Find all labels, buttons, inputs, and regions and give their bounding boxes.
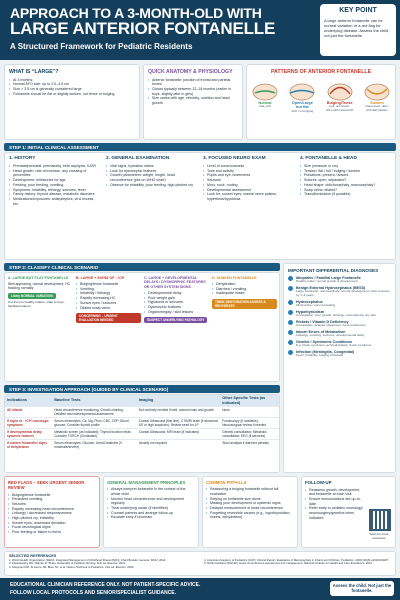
pattern-desc: Soft, not bulging — [291, 108, 314, 113]
list-item: • Rapidly increasing head circumference — [8, 507, 96, 512]
scenario-column — [8, 276, 73, 309]
references-card — [4, 551, 396, 576]
differential-name: Idiopathic / Familial Large Fontanelle — [296, 275, 361, 280]
list-item: • Development: milestones for age — [9, 178, 101, 183]
anatomy-list — [148, 78, 238, 106]
what-is-large-title: WHAT IS “LARGE”? — [9, 69, 59, 75]
differential-text — [296, 286, 391, 298]
list-item: • Poor feeding or failure to thrive — [8, 530, 96, 535]
differential-text — [296, 300, 335, 308]
title-line-1: APPROACH TO A 3-MONTH-OLD WITH — [10, 5, 262, 21]
management-title: GENERAL MANAGEMENT PRINCIPLES — [107, 480, 186, 485]
differential-desc: E.g. Down syndrome, achondroplasia, Sotos syndrome — [296, 343, 372, 348]
differential-text — [296, 276, 361, 284]
footer-disclaimer-2: FOLLOW LOCAL PROTOCOLS AND SENIOR/SPECIALIST GUIDANCE. — [10, 590, 177, 596]
differential-item — [288, 310, 391, 318]
list-item: • Irritability / lethargy — [76, 291, 141, 296]
table-cell: Cranial Ultrasound (first line); CT/MRI brain (if abnormal US or high suspicion); Review need for LP — [137, 418, 221, 429]
pattern-desc: Full, prominent, often with raised ICP — [325, 104, 354, 112]
followup-list — [305, 488, 365, 521]
pitfalls-title: COMMON PITFALLS — [206, 480, 247, 485]
differential-item — [288, 276, 391, 284]
table-cell: Not routinely needed if well, normal exam and growth — [137, 407, 221, 418]
list-item: • Family history: thyroid disease, metabolic disorders — [9, 192, 101, 197]
references-right — [204, 559, 391, 569]
table-cell: Head circumference monitoring; Growth charting; Detailed neurodevelopmental assessment — [52, 407, 137, 418]
list-item: • Transillumination (if possible) — [300, 192, 392, 197]
header — [0, 0, 400, 60]
list-item: • Rapidly increasing HC — [76, 296, 141, 301]
list-item: • Scalp veins: dilated? — [300, 188, 392, 193]
table-cell: All infants — [5, 407, 52, 418]
step1-column — [203, 156, 295, 202]
fontanelle-diagram-icon — [326, 79, 354, 101]
scenario-column — [144, 276, 209, 323]
red-flags-title: RED FLAGS – SEEK URGENT SENIOR REVIEW — [8, 480, 85, 491]
scenario-title: C. LARGE + DEVELOPMENTAL DELAYS / DYSMORPHIC FEATURES OR OTHER SYSTEM SIGNS — [144, 276, 206, 289]
differential-item — [288, 286, 391, 298]
differential-name: Infection (Meningitis, Congenital) — [296, 349, 355, 354]
step1-column — [300, 156, 392, 197]
step3-bar: STEP 3: INVESTIGATION APPROACH (GUIDED BY CLINICAL SCENARIO) — [4, 385, 280, 393]
list-item: • Hypotonia or seizures — [144, 300, 209, 305]
fontanelle-pattern — [326, 79, 354, 114]
list-item: • Closes typically between 12–18 months (earlier in boys, slightly later in girls) — [148, 87, 238, 96]
table-cell: Stool analysis if diarrhea persists — [220, 440, 279, 451]
reference-item: 4. American Academy of Pediatrics (AAP). Clinical Report: Evaluation of Macrocephaly in Infants and Children. Pediatrics. 2020;146(6):e2020014027. — [204, 557, 390, 562]
anatomy-title: QUICK ANATOMY & PHYSIOLOGY — [148, 69, 233, 75]
list-item: • Head shape: dolichocephaly, macrocephaly? — [300, 183, 392, 188]
list-item: • Normal AFO size: up to 2.5–3.5 cm — [9, 82, 135, 87]
table-row — [5, 429, 279, 440]
pitfalls-list — [206, 487, 294, 520]
differential-name: Rickets / Vitamin D Deficiency — [296, 319, 349, 324]
differential-dot-icon — [288, 276, 293, 281]
list-item: • Inadequate intake — [212, 291, 277, 296]
pitfalls-card — [202, 476, 298, 548]
list-item: • Seizures — [8, 502, 96, 507]
differential-dot-icon — [288, 350, 293, 355]
differential-name: Genetic / Syndromic Conditions — [296, 339, 352, 344]
differential-desc: Obstructive / communicating — [296, 303, 336, 308]
list-item: • Look for dysmorphic features — [106, 169, 198, 174]
differential-item — [288, 300, 391, 308]
scenario-verdict: SUSPECT UNDERLYING PATHOLOGY — [144, 317, 207, 323]
list-item: • Vital signs, hydration status — [106, 164, 198, 169]
step2-card — [4, 272, 280, 382]
list-item: • Moro, suck, rooting — [203, 183, 295, 188]
pattern-desc: Depressed, often with dehydration — [365, 104, 389, 112]
list-item: • Pupils and eye movements — [203, 173, 295, 178]
list-item: • Tension: flat / full / bulging / sunken — [300, 169, 392, 174]
scenario-verdict: CONCERNING – URGENT EVALUATION NEEDED — [76, 313, 141, 323]
step1-column — [106, 156, 198, 188]
step1-column-list — [300, 164, 392, 197]
list-item: • Prenatal/perinatal: prematurity, birth asphyxia, IUGR — [9, 164, 101, 169]
differential-text — [296, 320, 366, 328]
differential-name: Benign External Hydrocephalus (BESS) — [296, 285, 366, 290]
list-item: • Dehydration — [212, 282, 277, 287]
step3-card — [4, 394, 280, 473]
differential-dot-icon — [288, 310, 293, 315]
list-item: • Refer early to pediatric neurology/ neurosurgery/genetics when indicated — [305, 506, 365, 520]
table-cell: If developmental delay/ systemic features — [5, 429, 52, 440]
key-point-body: A large anterior fontanelle can be normal variation or a red flag for underlying disease. Assess the child, not just the fontanelle. — [324, 17, 390, 38]
differential-desc: Craniotabes, delayed milestones, bone tenderness — [296, 323, 366, 328]
list-item: • Growth parameters: weight, length, head circumference (plot on WHO chart) — [106, 173, 198, 182]
list-item: • Bulging/tense fontanelle — [8, 493, 96, 498]
reference-item: 1. World Health Organization (WHO). Integrated Management of Childhood Illness (IMCI). Chart Booklet. Geneva: WHO; 2014. — [9, 557, 167, 562]
step1-column-title: 4. FONTANELLE & HEAD — [300, 156, 357, 161]
list-item: • Poor weight gain — [144, 296, 209, 301]
step1-column-title: 1. HISTORY — [9, 156, 36, 161]
list-item: • Sunset eyes, downward deviation — [8, 521, 96, 526]
list-item: • Fontanelle should be flat or slightly sunken, not tense or bulging — [9, 92, 135, 97]
pattern-label: Bulging/Tense — [326, 100, 353, 105]
table-cell: Serum electrolytes, Ca, Mg, Phos; CBC, CRP; Blood glucose; Consider thyroid profile — [52, 418, 137, 429]
pattern-label: Normal — [258, 100, 272, 105]
footer-badge: Assess the child. Not just the fontanelle. — [330, 581, 394, 596]
footer — [0, 578, 400, 600]
list-item: • Delayed measurement of head circumference — [206, 506, 294, 511]
investigation-table-body — [5, 407, 279, 451]
differential-item — [288, 330, 391, 338]
reference-item: 3. Kliegman RM, St Geme JW, Blum NJ, et al. Nelson Textbook of Pediatrics. 21st ed. Elsevier; 2020. — [9, 564, 135, 569]
list-item: • Diarrhea / vomiting — [212, 287, 277, 292]
scenario-list — [76, 282, 141, 310]
step1-column-list — [203, 164, 295, 202]
footer-disclaimer-1: EDUCATIONAL CLINICIAN REFERENCE ONLY. NOT PATIENT-SPECIFIC ADVICE. — [10, 582, 201, 588]
scenario-list — [212, 282, 277, 296]
list-item: • Missing poor development or systemic signs — [206, 501, 294, 506]
step1-column — [9, 156, 101, 206]
red-flags-card — [4, 476, 100, 548]
differentials-title: IMPORTANT DIFFERENTIAL DIAGNOSES — [288, 268, 379, 273]
step1-column-title: 2. GENERAL EXAMINATION — [106, 156, 170, 161]
list-item: • Size varies with age, ethnicity, nutrition and head growth — [148, 96, 238, 105]
list-item: • Persistent vomiting — [8, 497, 96, 502]
list-item: • Anterior fontanelle: junction of frontal and parietal bones — [148, 78, 238, 87]
table-cell: Cranial Ultrasound; MRI brain (if indicated) — [137, 429, 221, 440]
list-item: • At 3 months: — [9, 78, 135, 83]
patterns-row — [251, 79, 391, 114]
list-item: • Dilated scalp veins — [76, 306, 141, 311]
differential-item — [288, 350, 391, 358]
fontanelle-diagram-icon — [363, 79, 391, 101]
pattern-desc: Flat, soft — [259, 104, 271, 109]
differentials-list — [288, 276, 391, 358]
patterns-card — [246, 64, 396, 140]
reference-item: 2. Kiesielewsky RG, Dillman D. Sharp: Essentials of Pediatric Nursing. 11th ed. Elsevier; 2021. — [9, 561, 127, 566]
table-row — [5, 440, 279, 451]
table-cell: Usually not required — [137, 440, 221, 451]
list-item: • Developmental delay — [144, 291, 209, 296]
list-item: • Forgetting reversible causes (e.g., hypothyroidism, rickets, dehydration) — [206, 511, 294, 520]
differential-dot-icon — [288, 330, 293, 335]
patterns-title: PATTERNS OF ANTERIOR FONTANELLE — [270, 69, 372, 75]
differential-dot-icon — [288, 286, 293, 291]
list-item: • Sunset eyes / seizures — [76, 301, 141, 306]
list-item: • Sutures: open, separated? — [300, 178, 392, 183]
scenario-title: A. LARGE BUT FLAT FONTANELLE — [8, 276, 69, 280]
scan-note: Scan for more resources — [369, 532, 389, 540]
step2-bar: STEP 2: CLASSIFY CLINICAL SCENARIO — [4, 263, 280, 271]
differential-dot-icon — [288, 320, 293, 325]
key-point-box — [320, 4, 396, 56]
step1-column-list — [9, 164, 101, 206]
list-item: • Organomegaly / skin lesions — [144, 310, 209, 315]
list-item: • Relying on fontanelle size alone — [206, 497, 294, 502]
scenario-note: Common in healthy infants, male in boys, familial tendency — [8, 300, 65, 309]
references-title: SELECTED REFERENCES — [9, 554, 57, 558]
list-item: • Pulsations: present / absent — [300, 173, 392, 178]
list-item: • Reassuring a bulging fontanelle without full evaluation — [206, 487, 294, 496]
what-is-large-card — [4, 64, 140, 140]
red-flags-list — [8, 493, 96, 535]
list-item: • Look for: sunset eyes, cranial nerve palsies, hypertonia/hypotonia — [203, 192, 295, 201]
anatomy-card — [143, 64, 243, 140]
investigation-table-header — [5, 395, 279, 407]
qr-code-icon[interactable] — [369, 509, 391, 531]
table-cell: Genetic consultation; Metabolic consultation; EEG (if seizures) — [220, 429, 279, 440]
differential-desc: Healthy infant, normal growth & development — [296, 279, 358, 284]
step1-column-title: 3. FOCUSED NEURO EXAM — [203, 156, 266, 161]
list-item: • Lethargy / decreased responsiveness — [8, 511, 96, 516]
list-item: • Ensure immunizations are up-to-date — [305, 497, 365, 506]
management-list — [107, 487, 195, 520]
differential-text — [296, 350, 354, 358]
differential-desc: Fever, irritability, bulging fontanelle — [296, 353, 344, 358]
table-row — [5, 418, 279, 429]
table-cell: If signs of ↑ ICP/ neurologic symptoms — [5, 418, 52, 429]
table-cell: If sunken fontanelle/ signs of dehydration — [5, 440, 52, 451]
scenario-verdict: THINK DEHYDRATION ASSESS & REHYDRATE — [212, 299, 277, 309]
differential-text — [296, 310, 376, 318]
list-item: • Reassess growth, development, and fontanelle at each visit — [305, 488, 365, 497]
step1-card — [4, 152, 396, 260]
table-header-cell: Baseline Tests — [52, 395, 137, 407]
list-item: • Developmental assessment — [203, 188, 295, 193]
what-is-large-list — [9, 78, 135, 97]
list-item: • Size > 3.5 cm is generally considered large — [9, 87, 135, 92]
list-item: • Counsel parents and arrange follow-up — [107, 511, 195, 516]
differential-name: Hydrocephalus — [296, 299, 323, 304]
list-item: • Head growth: rate of increase, any crossing of percentiles — [9, 169, 101, 178]
differential-desc: Constipation, poor growth, lethargy, macroglossia, dry skin — [296, 313, 377, 318]
page-title — [10, 6, 310, 37]
scenario-column — [76, 276, 141, 323]
scenario-title: B. LARGE + SIGNS OF ↑ ICP — [76, 276, 125, 280]
differential-text — [296, 340, 372, 348]
differential-item — [288, 320, 391, 328]
table-header-cell: Other Specific Tests (as indicated) — [220, 395, 279, 407]
list-item: • Bulging/tense fontanelle — [76, 282, 141, 287]
differential-name: Inborn Errors of Metabolism — [296, 329, 346, 334]
fontanelle-diagram-icon — [288, 79, 316, 101]
list-item: • Escalate early if uncertain — [107, 515, 195, 520]
list-item: • Focal neurological signs — [8, 525, 96, 530]
list-item: • Treat underlying cause (if identified) — [107, 506, 195, 511]
list-item: • Vomiting — [76, 287, 141, 292]
list-item: • Medications/exposures: antiepileptics, vit A excess, etc. — [9, 197, 101, 206]
pattern-label: Open/Large but flat — [291, 100, 313, 110]
table-row — [5, 407, 279, 418]
list-item: • Tone and activity — [203, 169, 295, 174]
management-card — [103, 476, 199, 548]
list-item: • Feeding: poor feeding, vomiting — [9, 183, 101, 188]
list-item: • Always interpret fontanelle in the context of the whole child — [107, 487, 195, 496]
table-cell: None — [220, 407, 279, 418]
fontanelle-pattern — [363, 79, 391, 114]
references-left — [9, 559, 196, 569]
list-item: • High-pitched cry, irritability — [8, 516, 96, 521]
list-item: • Symptoms: irritability, lethargy, seizures, fever — [9, 188, 101, 193]
fontanelle-pattern — [251, 79, 279, 114]
investigation-table — [5, 395, 279, 450]
key-point-title: KEY POINT — [339, 7, 377, 14]
reference-item: 5. NICE Guideline [NG192]. Head circumference assessment and management. National Institute for Health and Care Excellence. 2021. — [204, 561, 373, 566]
table-header-cell: Indications — [5, 395, 52, 407]
list-item: • Observe for irritability, poor feeding, high-pitched cry — [106, 183, 198, 188]
list-item: • Seizures — [203, 178, 295, 183]
list-item: • Dysmorphic features — [144, 305, 209, 310]
scenario-desc: Well-appearing, normal development, HC tracking normally — [8, 281, 71, 291]
scenario-list — [144, 291, 209, 315]
differential-dot-icon — [288, 300, 293, 305]
differential-desc: Large fontanelle, macrocephaly, normal development, often resolves by 1–2 years — [296, 289, 390, 298]
differential-name: Hypothyroidism — [296, 309, 325, 314]
pattern-label: Sunken — [370, 100, 384, 105]
step1-bar: STEP 1: INITIAL CLINICAL ASSESSMENT — [4, 143, 396, 151]
title-line-2: LARGE ANTERIOR FONTANELLE — [10, 19, 276, 38]
list-item: • Level of consciousness — [203, 164, 295, 169]
followup-title: FOLLOW-UP — [305, 480, 332, 485]
differential-dot-icon — [288, 340, 293, 345]
table-header-cell: Imaging — [137, 395, 221, 407]
differential-desc: Lethargy, vomiting, seizures, developmental delay — [296, 333, 365, 338]
differentials-card — [283, 263, 396, 473]
followup-card — [301, 476, 396, 548]
list-item: • Monitor head circumference and development regularly — [107, 497, 195, 506]
differential-item — [288, 340, 391, 348]
table-cell: Metabolic screen (as indicated); Thyroid function tests; Consider TORCH (if indicated) — [52, 429, 137, 440]
scenario-column — [212, 276, 277, 309]
list-item: • Size (measure in cm) — [300, 164, 392, 169]
table-cell: Serum electrolytes; Glucose; Urea/Creatinine (if moderate/severe) — [52, 440, 137, 451]
page-subtitle: A Structured Framework for Pediatric Residents — [10, 42, 193, 51]
differential-text — [296, 330, 364, 338]
scenario-title: D. SUNKEN FONTANELLE — [212, 276, 257, 280]
table-cell: Fundoscopy (if available); Neurosurgical review if needed — [220, 418, 279, 429]
fontanelle-pattern — [288, 79, 316, 114]
step1-column-list — [106, 164, 198, 188]
scenario-verdict: Likely NORMAL VARIATION — [8, 293, 56, 299]
fontanelle-diagram-icon — [251, 79, 279, 101]
